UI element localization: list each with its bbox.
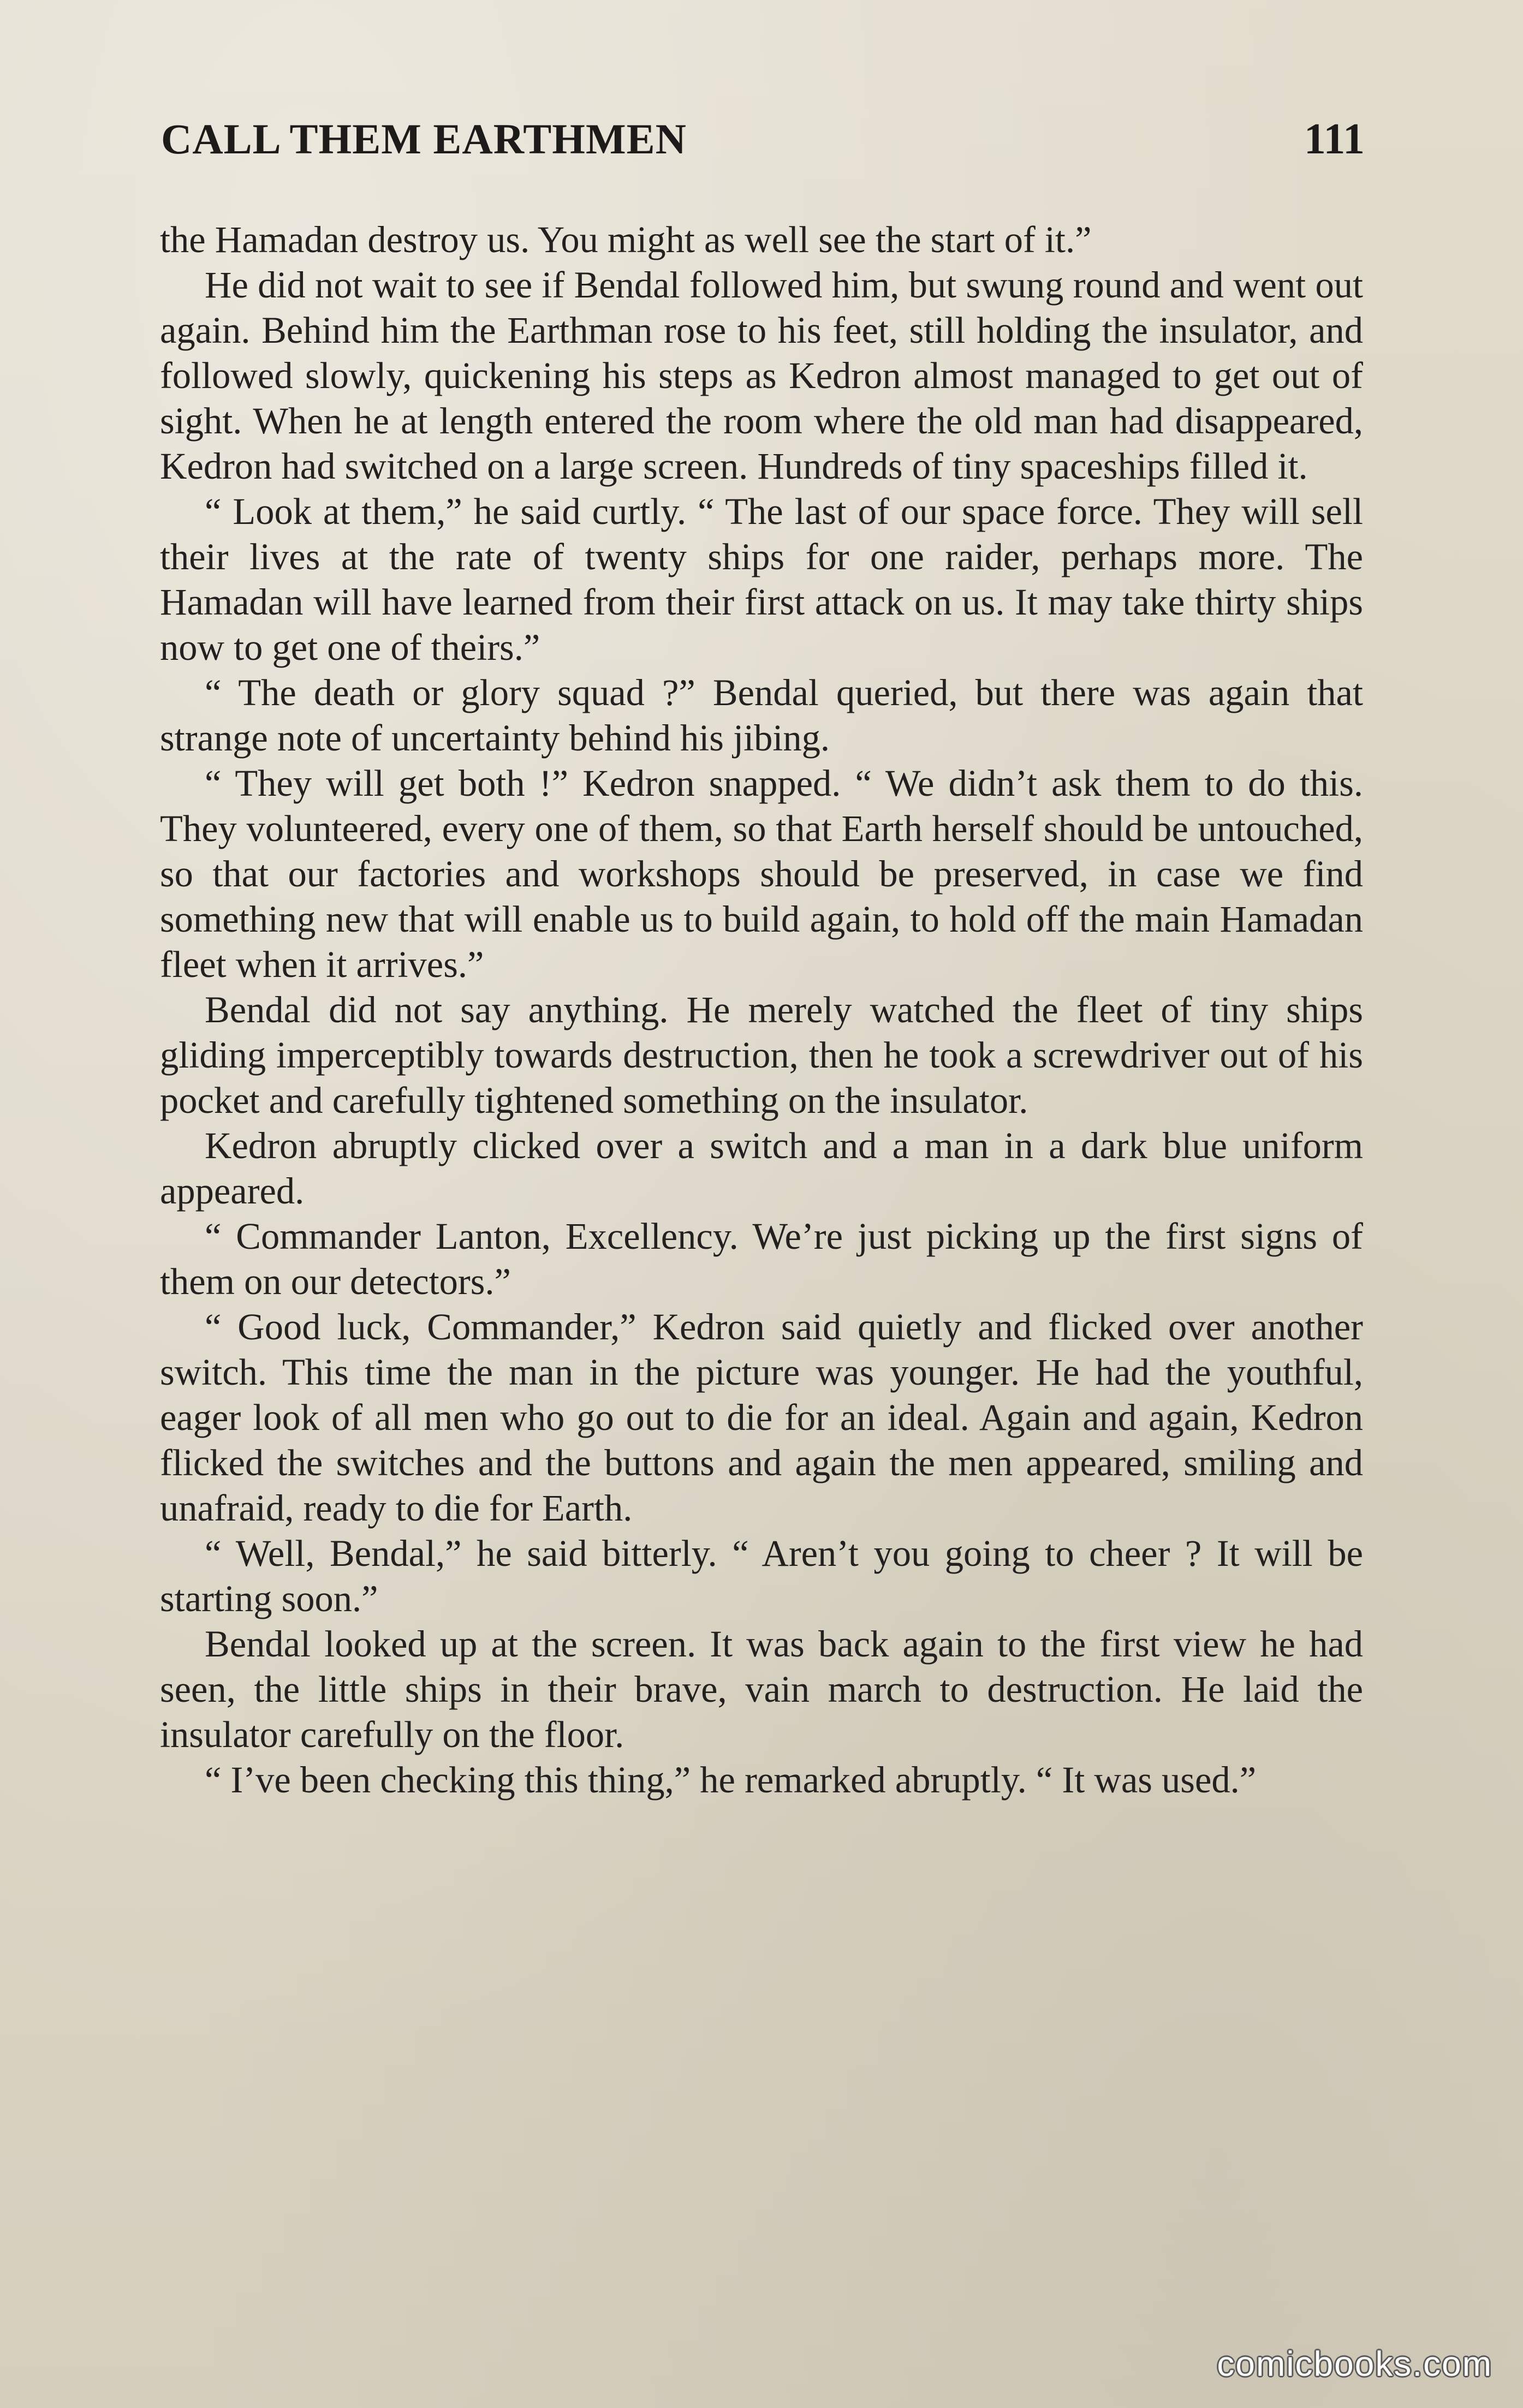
paragraph: “ I’ve been checking this thing,” he remarked abruptly. “ It was used.” xyxy=(205,1759,1257,1801)
paragraph: “ Commander Lanton, Excellency. We’re just picking up the first signs of them on our detectors.” xyxy=(160,1215,1363,1302)
paragraph: “ Look at them,” he said curtly. “ The last of our space force. They will sell their lives at the rate of twenty ships for one raider, perhaps more. The Hamadan will have learned from their first attack on us. It may take thirty ships now to get one of theirs.” xyxy=(160,491,1363,668)
paragraph: the Hamadan destroy us. You might as well see the start of it.” xyxy=(160,219,1092,260)
paragraph: “ Well, Bendal,” he said bitterly. “ Aren’t you going to cheer ? It will be starting soon.” xyxy=(160,1533,1363,1619)
watermark: comicbooks.com xyxy=(1217,2344,1492,2383)
body-text xyxy=(160,217,1363,1803)
paragraph: “ The death or glory squad ?” Bendal queried, but there was again that strange note of uncertainty behind his jibing. xyxy=(160,672,1363,759)
page-number: 111 xyxy=(1304,115,1365,163)
paragraph: “ Good luck, Commander,” Kedron said quietly and flicked over another switch. This time the man in the picture was younger. He had the youthful, eager look of all men who go out to die for an ideal. Again and again, Kedron flicked the switches and the buttons and again the men appeared, smiling and unafraid, ready to die for Earth. xyxy=(160,1306,1363,1529)
paragraph: Bendal did not say anything. He merely watched the fleet of tiny ships gliding imperceptibly towards destruction, then he took a screwdriver out of his pocket and carefully tightened something on the insulator. xyxy=(160,989,1363,1121)
page-header xyxy=(161,115,1365,175)
paragraph: Kedron abruptly clicked over a switch and a man in a dark blue uniform appeared. xyxy=(160,1125,1363,1212)
running-title: CALL THEM EARTHMEN xyxy=(161,115,687,163)
paragraph: He did not wait to see if Bendal followed him, but swung round and went out again. Behind him the Earthman rose to his feet, still holding the insulator, and followed slowly, quickening his steps as Kedron almost managed to get out of sight. When he at length entered the room where the old man had disappeared, Kedron had switched on a large screen. Hundreds of tiny spaceships filled it. xyxy=(160,264,1363,487)
paragraph: Bendal looked up at the screen. It was back again to the first view he had seen, the little ships in their brave, vain march to destruction. He laid the insulator carefully on the floor. xyxy=(160,1623,1363,1755)
paragraph: “ They will get both !” Kedron snapped. “ We didn’t ask them to do this. They volunteered, every one of them, so that Earth herself should be untouched, so that our factories and workshops should be preserved, in case we find something new that will enable us to build again, to hold off the main Hamadan fleet when it arrives.” xyxy=(160,762,1363,985)
